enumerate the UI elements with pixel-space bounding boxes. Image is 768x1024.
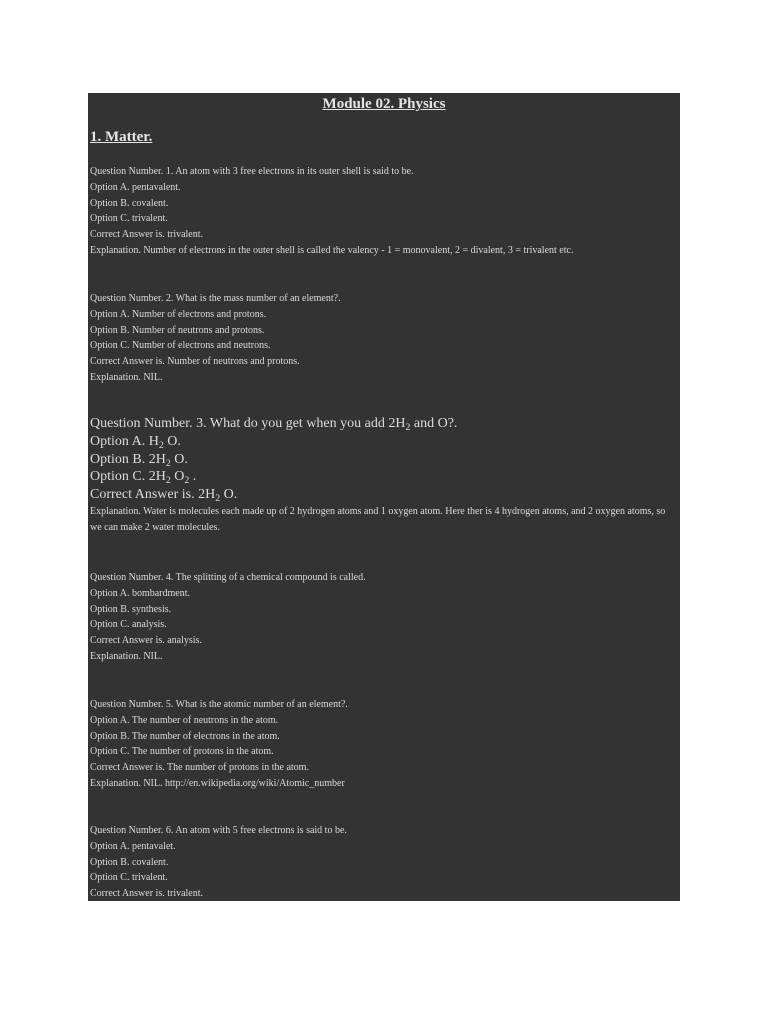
option-b: Option B. covalent.	[90, 197, 169, 209]
explanation: Explanation. Water is molecules each made up of 2 hydrogen atoms and 1 oxygen atom. Here ther is 4 hydrogen atoms, and 2 oxygen atoms, so we can make 2 water molecules.	[90, 505, 666, 533]
correct-answer: Correct Answer is. $2H_2$ O.	[90, 487, 238, 505]
option-c: Option C. trivalent.	[90, 872, 168, 884]
correct-answer: Correct Answer is. trivalent.	[90, 888, 204, 900]
correct-answer: Correct Answer is. The number of protons in the atom.	[90, 762, 309, 774]
question-text: Question Number. 4. The splitting of a chemical compound is called.	[90, 572, 366, 583]
correct-answer: Correct Answer is. analysis.	[90, 635, 202, 647]
module-title: Module 02. Physics	[322, 96, 446, 112]
option-a: Option A. Number of electrons and protons.	[90, 308, 267, 320]
option-b: Option B. The number of electrons in the atom.	[90, 730, 280, 742]
question-text: Question Number. 5. What is the atomic number of an element?.	[90, 699, 348, 710]
option-c: Option C. Number of electrons and neutrons.	[90, 340, 271, 352]
option-b: Option B. Number of neutrons and protons.	[90, 324, 265, 336]
option-a: Option A. pentavalet.	[90, 840, 176, 852]
document-page	[88, 93, 680, 901]
question-block-5	[90, 697, 675, 792]
question-block-1	[90, 164, 675, 259]
option-a: Option A. $H_2$ O.	[90, 433, 181, 451]
option-c: Option C. trivalent.	[90, 213, 168, 225]
question-block-4	[90, 570, 675, 665]
option-a: Option A. pentavalent.	[90, 181, 181, 193]
question-text: Question Number. 6. An atom with 5 free electrons is said to be.	[90, 825, 347, 836]
option-a: Option A. bombardment.	[90, 587, 190, 599]
explanation: Explanation. NIL.	[90, 650, 163, 662]
question-block-2	[90, 291, 675, 386]
option-b: Option B. covalent.	[90, 856, 169, 868]
question-block-3	[90, 415, 675, 536]
explanation: Explanation. NIL.	[90, 371, 163, 383]
option-a: Option A. The number of neutrons in the atom.	[90, 714, 279, 726]
question-block-6	[90, 823, 675, 901]
explanation: Explanation. NIL. http://en.wikipedia.org/wiki/Atomic_number	[90, 777, 345, 789]
correct-answer: Correct Answer is. Number of neutrons and protons.	[90, 356, 300, 368]
option-b: Option B. $2H_2$ O.	[90, 451, 188, 469]
option-c: Option C. The number of protons in the atom.	[90, 746, 274, 758]
section-title: 1. Matter.	[90, 129, 153, 145]
correct-answer: Correct Answer is. trivalent.	[90, 229, 204, 241]
option-c: Option C. $2H_2$ $O_2$ .	[90, 469, 197, 487]
question-text: Question Number. 3. What do you get when you add $2H_2$ and O?.	[90, 416, 458, 433]
option-b: Option B. synthesis.	[90, 603, 172, 615]
question-text: Question Number. 2. What is the mass number of an element?.	[90, 293, 341, 304]
explanation: Explanation. Number of electrons in the outer shell is called the valency - 1 = monovalent, 2 = divalent, 3 = trivalent etc.	[90, 244, 574, 256]
option-c: Option C. analysis.	[90, 619, 167, 631]
question-text: Question Number. 1. An atom with 3 free electrons in its outer shell is said to be.	[90, 166, 414, 177]
